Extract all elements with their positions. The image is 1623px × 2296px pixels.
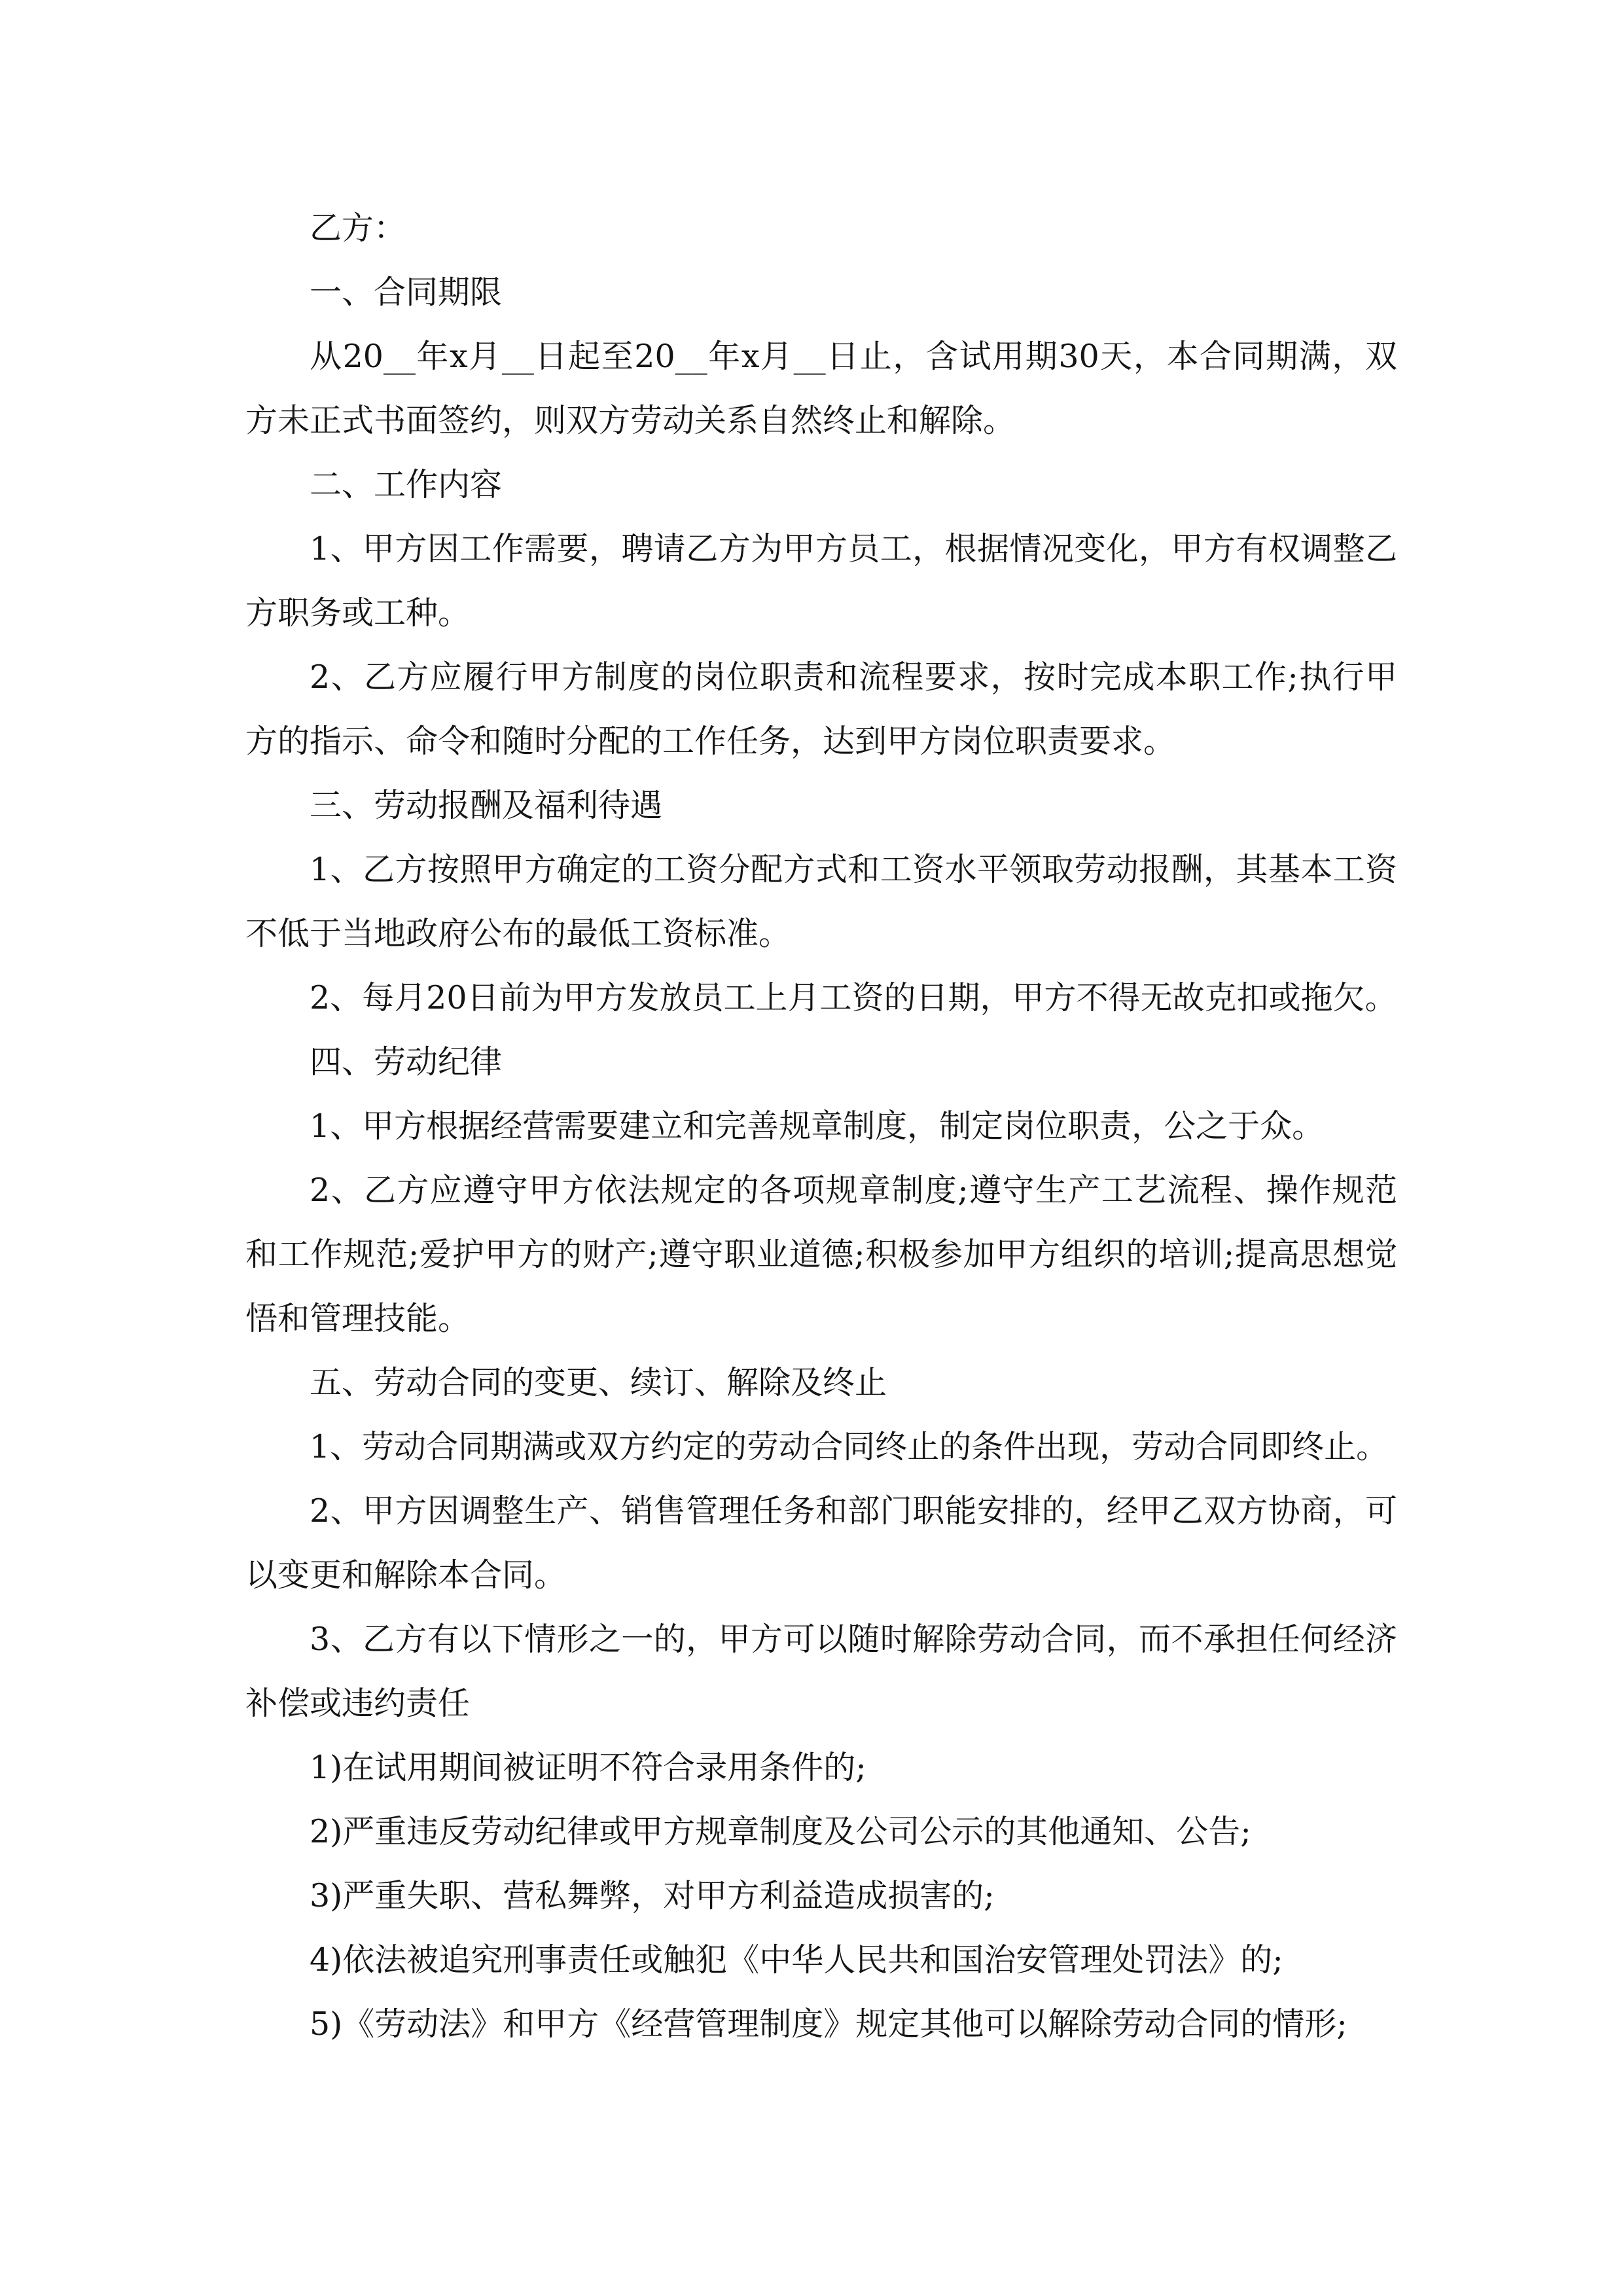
list-item: 4)依法被追究刑事责任或触犯《中华人民共和国治安管理处罚法》的;: [310, 1941, 1283, 1979]
paragraph: 1、甲方因工作需要，聘请乙方为甲方员工，根据情况变化，甲方有权调整乙方职务或工种。: [245, 530, 1397, 632]
list-item: 2)严重违反劳动纪律或甲方规章制度及公司公示的其他通知、公告;: [310, 1813, 1251, 1850]
paragraph: 2、乙方应履行甲方制度的岗位职责和流程要求，按时完成本职工作;执行甲方的指示、命令和随时分配的工作任务，达到甲方岗位职责要求。: [245, 658, 1397, 760]
section-heading: 三、劳动报酬及福利待遇: [310, 787, 663, 824]
paragraph: 2、每月20日前为甲方发放员工上月工资的日期，甲方不得无故克扣或拖欠。: [310, 979, 1397, 1016]
paragraph: 1、甲方根据经营需要建立和完善规章制度，制定岗位职责，公之于众。: [310, 1107, 1325, 1145]
list-item: 3)严重失职、营私舞弊，对甲方利益造成损害的;: [310, 1877, 995, 1914]
section-heading: 二、工作内容: [310, 466, 503, 503]
section-heading: 一、合同期限: [310, 274, 503, 311]
document-body: [245, 196, 1397, 2056]
section-heading: 四、劳动纪律: [310, 1043, 503, 1081]
list-item: 1)在试用期间被证明不符合录用条件的;: [310, 1749, 866, 1786]
paragraph: 2、乙方应遵守甲方依法规定的各项规章制度;遵守生产工艺流程、操作规范和工作规范;爱护甲方的财产;遵守职业道德;积极参加甲方组织的培训;提高思想觉悟和管理技能。: [245, 1172, 1397, 1337]
party-b-label: 乙方：: [310, 209, 406, 247]
paragraph: 1、劳动合同期满或双方约定的劳动合同终止的条件出现，劳动合同即终止。: [310, 1428, 1389, 1465]
section-heading: 五、劳动合同的变更、续订、解除及终止: [310, 1364, 887, 1401]
paragraph: 2、甲方因调整生产、销售管理任务和部门职能安排的，经甲乙双方协商，可以变更和解除本合同。: [245, 1492, 1397, 1594]
paragraph: 3、乙方有以下情形之一的，甲方可以随时解除劳动合同，而不承担任何经济补偿或违约责任: [245, 1621, 1397, 1722]
list-item: 5)《劳动法》和甲方《经营管理制度》规定其他可以解除劳动合同的情形;: [310, 2005, 1347, 2043]
paragraph: 从20__年x月__日起至20__年x月__日止，含试用期30天，本合同期满，双方未正式书面签约，则双方劳动关系自然终止和解除。: [245, 338, 1397, 439]
paragraph: 1、乙方按照甲方确定的工资分配方式和工资水平领取劳动报酬，其基本工资不低于当地政府公布的最低工资标准。: [245, 851, 1397, 952]
